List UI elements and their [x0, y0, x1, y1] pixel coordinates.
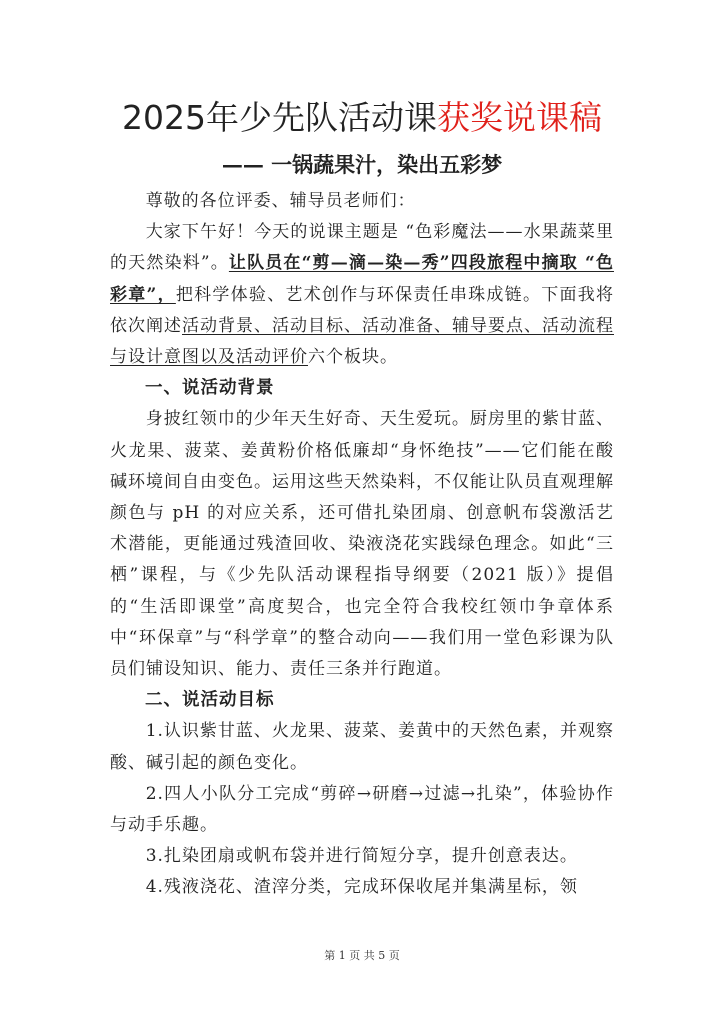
document-body — [110, 186, 614, 904]
greeting: 尊敬的各位评委、辅导员老师们： — [145, 191, 416, 211]
title-highlight: 获奖说课稿 — [436, 98, 602, 137]
intro-text-2: 把科学体验、艺术创作与环保责任串珠成链。下面我将依次阐述 — [110, 284, 615, 336]
document-title — [0, 96, 724, 140]
goal-item: 4.残液浇花、渣滓分类，完成环保收尾并集满星标，领 — [145, 877, 578, 898]
section2-heading: 二、说活动目标 — [145, 690, 275, 711]
section1-heading: 一、说活动背景 — [145, 378, 275, 399]
goal-item: 2.四人小队分工完成“剪碎→研磨→过滤→扎染”，体验协作与动手乐趣。 — [110, 783, 614, 836]
intro-text-1: 大家下午好！今天的说课主题是 “色彩魔法——水果蔬菜里的天然染料”。 — [110, 222, 614, 274]
intro-text-3: 六个板块。 — [308, 347, 398, 368]
intro-paragraph — [110, 217, 614, 373]
section1-paragraph: 身披红领巾的少年天生好奇、天生爱玩。厨房里的紫甘蓝、火龙果、菠菜、姜黄粉价格低廉却“身怀绝技”——它们能在酸碱环境间自由变色。运用这些天然染料，不仅能让队员直观理解颜色与 pH 的对应关系，还可借扎染团扇、创意帆布袋激活艺术潜能，更能通过残渣回收、染液浇花实践绿色理念。如此“三栖”课程，与《少先队活动课程指导纲要（2021 版）》提倡的“生活即课堂”高度契合，也完全符合我校红领巾争章体系中“环保章”与“科学章”的整合动向——我们用一堂色彩课为队员们铺设知识、能力、责任三条并行跑道。 — [110, 409, 614, 680]
intro-underline-2: 活动背景、活动目标、活动准备、辅导要点、活动流程与设计意图以及活动评价 — [110, 315, 614, 368]
document-subtitle: —— 一锅蔬果汁，染出五彩梦 — [221, 152, 503, 177]
intro-underline-1: 让队员在“剪—滴—染—秀”四段旅程中摘取 “色彩章”， — [110, 253, 614, 305]
page-footer: 第 1 页 共 5 页 — [324, 949, 400, 962]
title-main: 2025年少先队活动课 — [122, 98, 437, 137]
goal-item: 1.认识紫甘蓝、火龙果、菠菜、姜黄中的天然色素，并观察酸、碱引起的颜色变化。 — [110, 721, 614, 773]
goal-item: 3.扎染团扇或帆布袋并进行简短分享，提升创意表达。 — [145, 846, 578, 867]
